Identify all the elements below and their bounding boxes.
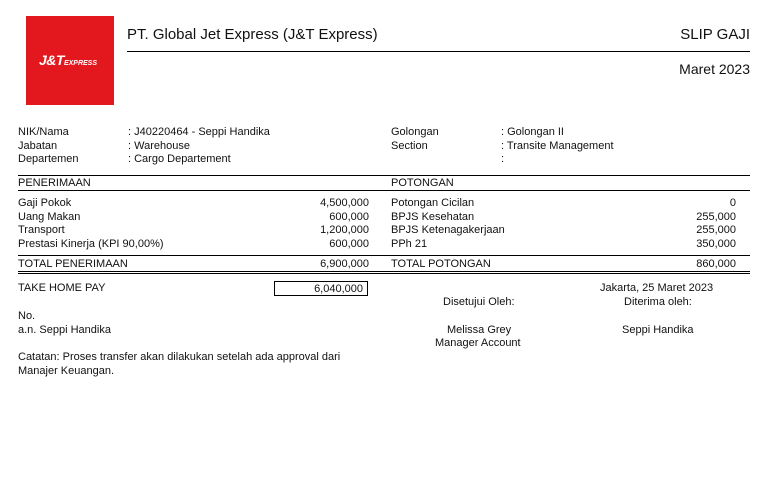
number-label: No. — [18, 310, 36, 322]
totals-top-line — [18, 255, 750, 256]
deduction-item-label: PPh 21 — [391, 237, 428, 250]
total-earnings-label: TOTAL PENERIMAAN — [18, 258, 128, 270]
deductions-amounts — [630, 197, 736, 251]
note-line-1: Catatan: Proses transfer akan dilakukan setelah ada approval dari — [18, 351, 341, 363]
approver-name: Melissa Grey — [447, 324, 512, 336]
deductions-header: POTONGAN — [391, 177, 454, 189]
document-title: SLIP GAJI — [680, 26, 750, 43]
note-line-2: Manajer Keuangan. — [18, 364, 115, 377]
golongan-label: Golongan — [391, 126, 439, 138]
employee-labels-left — [18, 126, 79, 167]
earning-item-amount: 4,500,000 — [320, 197, 369, 209]
deduction-item-amount: 255,000 — [696, 210, 736, 223]
section-value: : Transite Management — [501, 139, 614, 152]
deduction-item-amount: 350,000 — [696, 237, 736, 250]
employee-values-left — [128, 126, 270, 167]
departemen-value: : Cargo Departement — [128, 153, 231, 165]
jabatan-label: Jabatan — [18, 139, 58, 152]
totals-bottom-line-2 — [18, 273, 750, 274]
receiver-name: Seppi Handika — [622, 324, 694, 336]
total-deductions-label: TOTAL POTONGAN — [391, 258, 491, 270]
take-home-label: TAKE HOME PAY — [18, 282, 106, 294]
approved-by-label: Disetujui Oleh: — [443, 296, 515, 308]
jabatan-value: : Warehouse — [128, 139, 190, 152]
earning-item-label: Transport — [18, 224, 65, 236]
departemen-label: Departemen — [18, 153, 79, 165]
company-name: PT. Global Jet Express (J&T Express) — [127, 26, 378, 43]
deductions-labels — [391, 197, 505, 251]
deduction-item-label: BPJS Ketenagakerjaan — [391, 224, 505, 236]
received-by-label: Diterima oleh: — [624, 296, 692, 308]
employee-values-right — [501, 126, 614, 167]
earning-item-label: Prestasi Kinerja (KPI 90,00%) — [18, 237, 164, 250]
total-deductions-amount: 860,000 — [696, 258, 736, 270]
place-date: Jakarta, 25 Maret 2023 — [600, 282, 714, 294]
table-top-line — [18, 175, 750, 176]
section-label: Section — [391, 139, 428, 152]
golongan-value: : Golongan II — [501, 126, 564, 138]
employee-labels-right — [391, 126, 439, 153]
total-earnings-amount: 6,900,000 — [320, 258, 369, 270]
deduction-item-amount: 0 — [729, 197, 736, 209]
earning-item-amount: 600,000 — [329, 210, 369, 223]
approver-title: Manager Account — [435, 337, 521, 349]
nik-value: : J40220464 - Seppi Handika — [128, 126, 270, 138]
deduction-item-label: BPJS Kesehatan — [391, 210, 475, 223]
logo-text: J&TEXPRESS — [39, 52, 98, 68]
take-home-amount: 6,040,000 — [274, 281, 368, 296]
nik-label: NIK/Nama — [18, 126, 69, 138]
earnings-amounts — [268, 197, 369, 251]
table-header-line — [18, 190, 750, 191]
pay-period: Maret 2023 — [679, 61, 750, 77]
earning-item-amount: 1,200,000 — [320, 224, 369, 236]
earning-item-label: Gaji Pokok — [18, 197, 72, 209]
earning-item-amount: 600,000 — [329, 237, 369, 250]
deduction-item-amount: 255,000 — [696, 224, 736, 236]
earning-item-label: Uang Makan — [18, 210, 81, 223]
company-logo — [26, 16, 114, 105]
on-behalf-label: a.n. Seppi Handika — [18, 324, 111, 336]
totals-bottom-line-1 — [18, 271, 750, 272]
earnings-labels — [18, 197, 164, 251]
earnings-header: PENERIMAAN — [18, 177, 91, 189]
blank-value: : — [501, 153, 505, 165]
header-divider — [127, 51, 750, 52]
note — [18, 351, 340, 378]
deduction-item-label: Potongan Cicilan — [391, 197, 475, 209]
